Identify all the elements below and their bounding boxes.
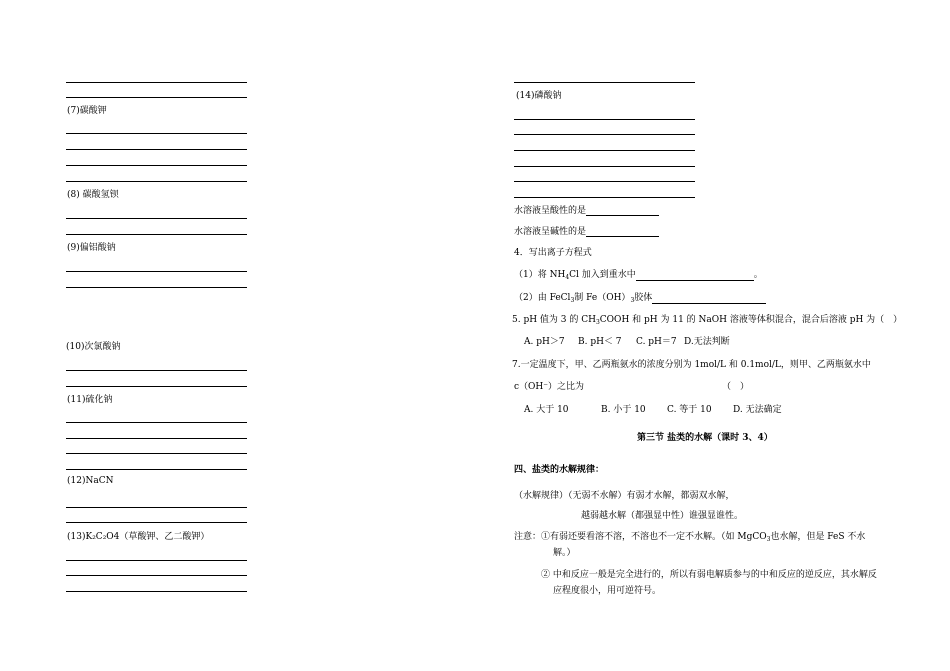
answer-line [66, 149, 247, 150]
q7-answer-paren: （ ） [722, 382, 750, 392]
q7-option-c[interactable]: C. 等于 10 [667, 405, 712, 415]
basic-label: 水溶液呈碱性的是 [514, 227, 587, 237]
answer-line [66, 82, 247, 83]
q4-2-answer-blank[interactable] [652, 294, 766, 304]
item-label-9: (9)偏铝酸钠 [67, 243, 116, 253]
heading-4: 四、盐类的水解规律： [514, 465, 605, 475]
item-label-14: (14)磷酸钠 [516, 91, 562, 101]
basic-question [514, 224, 659, 237]
item-label-11: (11)硫化钠 [67, 395, 113, 405]
question-7-line2: c（OH⁻）之比为 [514, 382, 585, 392]
answer-line [514, 150, 695, 151]
answer-line [66, 507, 247, 508]
q5-option-d[interactable]: D.无法判断 [684, 337, 730, 347]
note-1: 注意：①有弱还要看溶不溶，不溶也不一定不水解。（如 MgCO$_3$也水解，但是 FeS 不水 [514, 532, 866, 543]
answer-line [66, 165, 247, 166]
q4-1-answer-blank[interactable] [636, 271, 754, 281]
question-7-line1: 7.一定温度下，甲、乙两瓶氨水的浓度分别为 1mol/L 和 0.1mol/L，则甲、乙两瓶氨水中 [512, 360, 871, 370]
question-5: 5. pH 值为 3 的 $CH_3COOH$ 和 pH 为 11 的 NaOH 溶液等体积混合，混合后溶液 pH 为（ ） [512, 315, 903, 326]
answer-line [66, 271, 247, 272]
q7-option-b[interactable]: B. 小于 10 [601, 405, 646, 415]
note-2-continued: 应程度很小，用可逆符号。 [553, 586, 662, 596]
item-label-7: (7)碳酸钾 [67, 106, 107, 116]
item-label-8: (8) 碳酸氢钡 [67, 190, 119, 200]
question-4-1: （1）将 $NH_4Cl$ 加入到重水中 。 [514, 270, 763, 281]
q5-option-a[interactable]: A. pH＞7 [524, 337, 565, 347]
acidic-question [514, 203, 659, 216]
answer-line [66, 560, 247, 561]
answer-line [514, 197, 695, 198]
question-4-2: （2）由 FeCl$_3$制 $Fe(OH)_3$胶体 [514, 290, 766, 304]
answer-line [66, 469, 247, 470]
answer-line [66, 97, 247, 98]
rule-line-2: 越弱越水解（都强显中性）谁强显谁性。 [581, 511, 744, 521]
note-1-continued: 解。） [553, 548, 576, 558]
rule-line-1: （水解规律）（无弱不水解）有弱才水解，都弱双水解， [514, 491, 735, 501]
acidic-answer-blank[interactable] [586, 206, 659, 216]
q7-option-a[interactable]: A. 大于 10 [524, 405, 569, 415]
answer-line [66, 422, 247, 423]
answer-line [66, 438, 247, 439]
answer-line [66, 575, 247, 576]
answer-line [514, 166, 695, 167]
answer-line [514, 82, 695, 83]
answer-line [514, 181, 695, 182]
answer-line [514, 134, 695, 135]
answer-line [66, 386, 247, 387]
answer-line [66, 133, 247, 134]
item-label-10: (10)次氯酸钠 [66, 342, 121, 352]
q5-option-c[interactable]: C. pH＝7 [636, 337, 677, 347]
item-label-13: (13)K₂C₂O4（草酸钾、乙二酸钾） [67, 532, 210, 542]
answer-line [66, 234, 247, 235]
answer-line [66, 218, 247, 219]
answer-line [66, 287, 247, 288]
answer-line [514, 119, 695, 120]
answer-line [66, 591, 247, 592]
q5-option-b[interactable]: B. pH＜ 7 [578, 337, 622, 347]
answer-line [66, 522, 247, 523]
note-2: ② 中和反应一般是完全进行的，所以有弱电解质参与的中和反应的逆反应，其水解反 [541, 570, 877, 580]
q7-option-d[interactable]: D. 无法确定 [733, 405, 782, 415]
section-title: 第三节 盐类的水解（课时 3、4） [637, 433, 773, 443]
answer-line [66, 453, 247, 454]
answer-line [66, 181, 247, 182]
question-4: 4．写出离子方程式 [514, 248, 592, 258]
acidic-label: 水溶液呈酸性的是 [514, 206, 587, 216]
item-label-12: (12)NaCN [67, 476, 114, 486]
answer-line [66, 370, 247, 371]
basic-answer-blank[interactable] [586, 227, 659, 237]
